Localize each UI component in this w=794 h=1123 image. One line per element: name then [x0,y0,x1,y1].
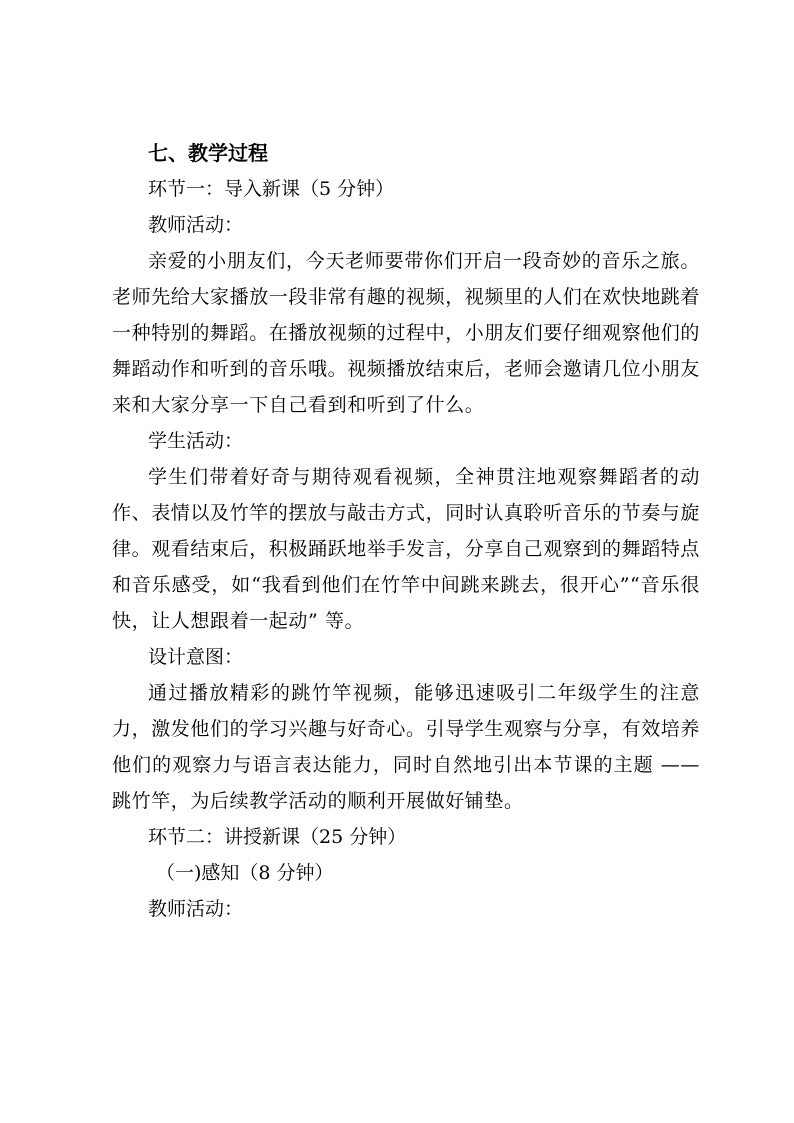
design-intent-label: 设计意图： [148,646,244,668]
design-intent-paragraph: 通过播放精彩的跳竹竿视频，能够迅速吸引二年级学生的注意力，激发他们的学习兴趣与好奇心。引导学生观察与分享，有效培养他们的观察力与语言表达能力，同时自然地引出本节课的主题 —— 跳竹竿，为后续教学活动的顺利开展做好铺垫。 [112,682,701,812]
stage2-heading: 环节二：讲授新课（25 分钟） [148,826,407,848]
stage1-heading: 环节一：导入新课（5 分钟） [148,178,395,200]
document-body [112,135,700,927]
teacher-activity-label: 教师活动： [148,214,244,236]
teacher-activity-paragraph: 亲爱的小朋友们，今天老师要带你们开启一段奇妙的音乐之旅。老师先给大家播放一段非常有趣的视频，视频里的人们在欢快地跳着一种特别的舞蹈。在播放视频的过程中，小朋友们要仔细观察他们的舞蹈动作和听到的音乐哦。视频播放结束后，老师会邀请几位小朋友来和大家分享一下自己看到和听到了什么。 [112,250,701,416]
perception-subheading: （一)感知（8 分钟） [156,862,334,884]
student-activity-label: 学生活动： [148,430,244,452]
teacher-activity-label-2: 教师活动： [148,898,244,920]
student-activity-paragraph: 学生们带着好奇与期待观看视频，全神贯注地观察舞蹈者的动作、表情以及竹竿的摆放与敲击方式，同时认真聆听音乐的节奏与旋律。观看结束后，积极踊跃地举手发言，分享自己观察到的舞蹈特点和音乐感受，如“我看到他们在竹竿中间跳来跳去，很开心”“音乐很快，让人想跟着一起动” 等。 [112,466,701,632]
section-title: 七、教学过程 [148,141,268,165]
